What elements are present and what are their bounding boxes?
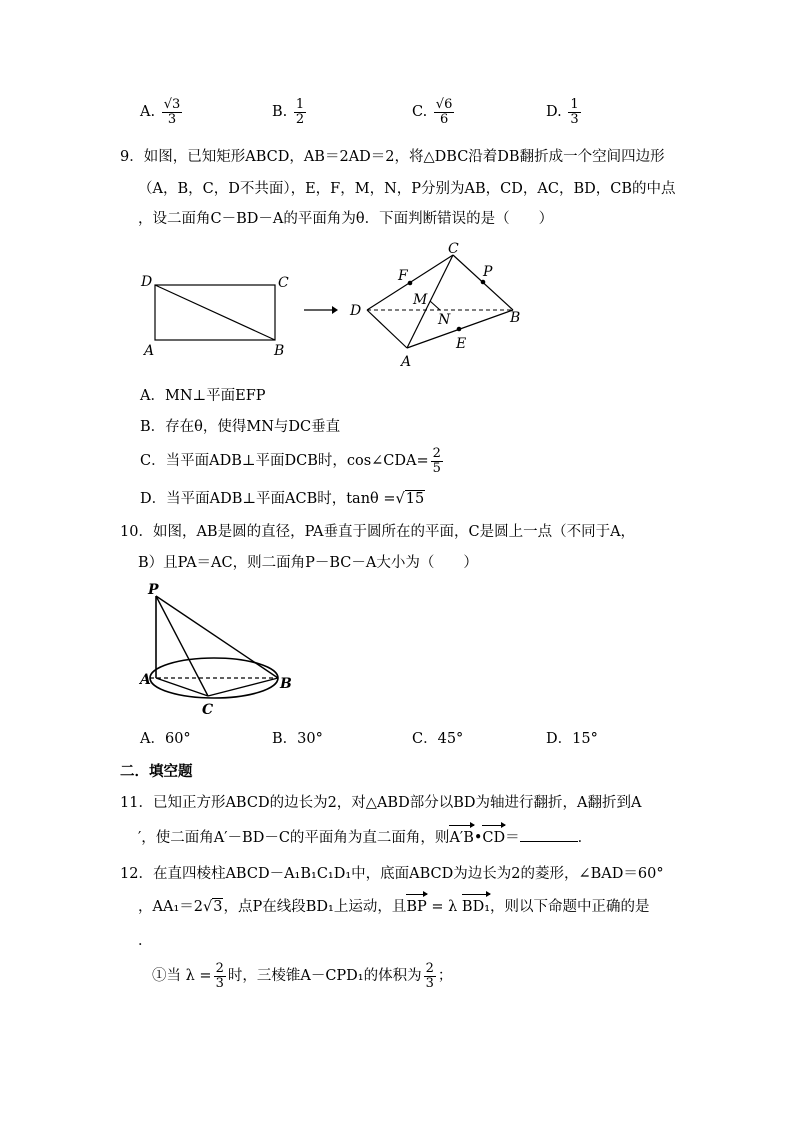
q9-option-b: B．存在θ，使得MN与DC垂直 <box>140 419 341 435</box>
q8-option-c: C. $\frac{√6}{6}$ <box>412 97 453 127</box>
q9-option-c: C．当平面ADB⊥平面DCB时，cos∠CDA= $\frac{2}{5}$ <box>140 446 441 476</box>
rect-label-d: D <box>141 274 153 290</box>
q8-option-b: B. $\frac{1}{2}$ <box>272 97 305 127</box>
answer-blank[interactable] <box>520 827 578 842</box>
svg-text:A: A <box>140 672 151 688</box>
svg-text:C: C <box>448 241 459 257</box>
svg-text:B: B <box>280 676 292 692</box>
q10-option-a: A．60° <box>140 731 191 747</box>
q9-stem-line2: （A，B，C，D不共面），E，F，M，N，P分别为AB，CD，AC，BD，CB的中点 <box>138 181 676 197</box>
svg-text:D: D <box>350 303 362 319</box>
q8-option-d: D. $\frac{1}{3}$ <box>546 97 579 127</box>
q12-item-1: ①当 λ = $\frac{2}{3}$ 时，三棱锥A－CPD₁的体积为 $\frac{2}{3}$ ； <box>152 961 453 991</box>
q9-option-d: D．当平面ADB⊥平面ACB时，tanθ =√15 <box>140 491 425 507</box>
q12-stem-line2: ，AA₁＝2√3，点P在线段BD₁上运动，且 BP = λ BD₁，则以下命题中正确的是 <box>138 895 650 916</box>
folded-quadrilateral-figure <box>345 240 535 375</box>
svg-text:N: N <box>438 312 451 328</box>
q11-stem-line1: 11．已知正方形ABCD的边长为2，对△ABD部分以BD为轴进行翻折，A翻折到A <box>120 795 642 811</box>
q10-option-c: C．45° <box>412 731 464 747</box>
svg-text:F: F <box>398 268 408 284</box>
svg-text:A: A <box>401 354 412 370</box>
rect-label-b: B <box>274 343 285 359</box>
svg-text:P: P <box>483 264 493 280</box>
right-arrow-icon <box>300 300 340 320</box>
rect-label-c: C <box>278 275 289 291</box>
rect-label-a: A <box>144 343 155 359</box>
svg-text:C: C <box>202 702 214 718</box>
circle-cone-figure <box>138 578 303 718</box>
q12-stem-line3: ． <box>138 933 153 949</box>
q10-option-b: B．30° <box>272 731 323 747</box>
q10-stem-line1: 10．如图，AB是圆的直径，PA垂直于圆所在的平面，C是圆上一点（不同于A， <box>120 524 636 540</box>
q10-option-d: D．15° <box>546 731 598 747</box>
q11-stem-line2: ′，使二面角A′－BD－C的平面角为直二面角，则 A′B• CD＝ ． <box>138 826 592 847</box>
q9-stem-line3: ，设二面角C－BD－A的平面角为θ．下面判断错误的是（ ） <box>138 211 554 227</box>
svg-text:E: E <box>456 336 467 352</box>
q9-stem-line1: 9．如图，已知矩形ABCD，AB＝2AD＝2，将△DBC沿着DB翻折成一个空间四边形 <box>120 149 665 165</box>
svg-text:M: M <box>413 292 428 308</box>
section-title: 二．填空题 <box>120 764 193 780</box>
rectangle-figure <box>138 265 298 365</box>
q10-stem-line2: B）且PA＝AC，则二面角P－BC－A大小为（ ） <box>138 555 478 571</box>
q9-option-a: A．MN⊥平面EFP <box>140 388 266 404</box>
svg-text:P: P <box>148 582 159 598</box>
svg-text:B: B <box>510 310 521 326</box>
q12-stem-line1: 12．在直四棱柱ABCD－A₁B₁C₁D₁中，底面ABCD为边长为2的菱形，∠BAD＝60° <box>120 866 664 882</box>
q8-option-a: A. $\frac{√3}{3}$ <box>140 97 181 127</box>
